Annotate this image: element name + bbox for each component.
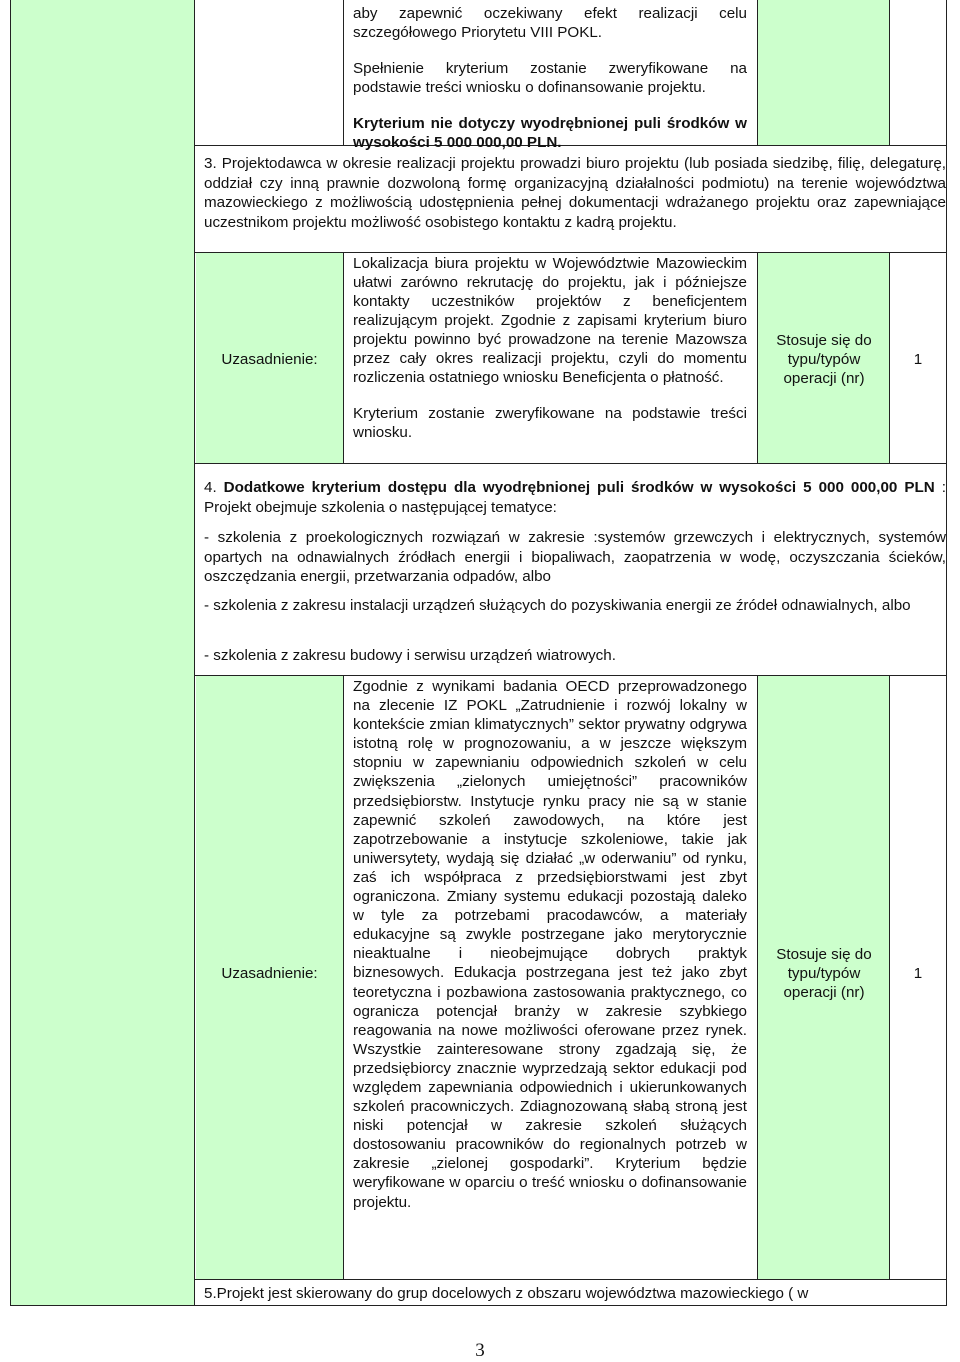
border-top-b xyxy=(343,0,344,146)
border-c4-b xyxy=(343,675,344,1280)
applies-cell-top xyxy=(758,0,889,145)
criterion-5-text: 5.Projekt jest skierowany do grup docelowych z obszaru województwa mazowieckiego ( w xyxy=(204,1285,809,1302)
c4-item-3: - szkolenia z zakresu budowy i serwisu urządzeń wiatrowych. xyxy=(204,647,616,664)
border-top-c xyxy=(757,0,758,146)
border-bottom xyxy=(10,1305,947,1306)
c3-applies-label: Stosuje się do typu/typów operacji (nr) xyxy=(776,332,872,387)
border-c4-c xyxy=(757,675,758,1280)
c4-item-2: - szkolenia z zakresu instalacji urządzeń służących do pozyskiwania energii ze źródeł odnawialnych, albo xyxy=(204,597,911,614)
c3-number: 1 xyxy=(913,351,923,368)
border-col-a xyxy=(194,0,195,1306)
page-number: 3 xyxy=(475,1340,485,1361)
border-c4-bottom xyxy=(194,1279,947,1280)
c4-justification-label: Uzasadnienie: xyxy=(221,965,318,982)
border-c4-top xyxy=(194,675,947,676)
top-para-2: Spełnienie kryterium zostanie zweryfikowane na podstawie treści wniosku o dofinansowanie projektu. xyxy=(353,60,747,96)
border-c3-bottom xyxy=(194,463,947,464)
c3-body-para-2: Kryterium zostanie zweryfikowane na podstawie treści wniosku. xyxy=(353,405,747,441)
c4-intro: : Projekt obejmuje szkolenia o następującej tematyce: xyxy=(204,479,946,516)
c4-title: Dodatkowe kryterium dostępu dla wyodrębnionej puli środków w wysokości 5 000 000,00 PLN xyxy=(223,479,935,496)
top-para-1: aby zapewnić oczekiwany efekt realizacji celu szczegółowego Priorytetu VIII POKL. xyxy=(353,5,747,41)
top-block xyxy=(353,4,747,152)
criterion-4-header xyxy=(204,478,946,517)
left-margin-column xyxy=(10,0,194,1306)
border-c3-top xyxy=(194,252,947,253)
c4-applies-label: Stosuje się do typu/typów operacji (nr) xyxy=(776,946,872,1001)
border-top-d xyxy=(889,0,890,146)
c4-justification-body: Zgodnie z wynikami badania OECD przeprowadzonego na zlecenie IZ POKL „Zatrudnienie i rozwój lokalny w kontekście zmian klimatycznych” sektor prywatny odgrywa istotną rolę w prognozowaniu, a w jeszcze większym stopniu w zapewnianiu odpowiednich szkoleń w celu zwiększenia „zielonych umiejętności” pracowników przedsiębiorstw. Instytucje rynku pracy nie są w stanie zapewnić szkoleń zawodowych, na które jest zapotrzebowanie a instytucje szkoleniowe, takie jak uniwersytety, wydają się działać „w oderwaniu” od rynku, zaś ich współpraca z przedsiębiorstwami jest zbyt ograniczona. Zmiany systemu edukacji pozostają daleko w tyle za potrzebami pracodawców, a materiały edukacyjne są zwykle postrzegane jako merytorycznie nieaktualne i nieobejmujące dobrych praktyk biznesowych. Edukacja postrzegana jest też jako zbyt teoretyczna i pozbawiona zastosowania praktycznego, co ogranicza potencjał branży w zakresie szybkiego reagowania na nowe możliwości oferowane przez rynek. Wszystkie zainteresowane strony zgadzają się, że przedsiębiorcy znacznie wyprzedzają sektor edukacji pod względem zapewniania odpowiednich i ukierunkowanych szkoleń pracowniczych. Zdiagnozowaną słabą stroną jest niski potencjał w zakresie szkoleń służących dostosowaniu pracowników do regionalnych potrzeb w zakresie „zielonej gospodarki”. Kryterium będzie weryfikowane w oparciu o treść wniosku o dofinansowanie projektu. xyxy=(353,678,747,1211)
c4-number: 4. xyxy=(204,479,217,496)
criterion-3-text: 3. Projektodawca w okresie realizacji projektu prowadzi biuro projektu (lub posiada siedzibę, filię, delegaturę, oddział czy inną prawnie dozwoloną formę organizacyjną działalności podmiotu) na terenie województwa mazowieckiego z możliwością udostępnienia pełnej dokumentacji wdrażanego projektu oraz zapewniające uczestnikom projektu możliwość osobistego kontaktu z kadrą projektu. xyxy=(204,155,946,231)
border-right-outer xyxy=(946,0,947,1306)
c3-body-para-1: Lokalizacja biura projektu w Województwie Mazowieckim ułatwi zarówno rekrutację do projektu, jak i późniejsze kontakty uczestników projektów z beneficjentem realizującym projekt. Zgodnie z zapisami kryterium biuro projektu powinno być prowadzone na terenie Mazowsza przez cały okres realizacji projektu, czyli do momentu rozliczenia ostatniego wniosku Beneficjenta o płatność. xyxy=(353,255,747,386)
border-c3-b xyxy=(343,252,344,464)
c4-item-1: - szkolenia z proekologicznych rozwiązań w zakresie :systemów grzewczych i elektrycznych, systemów opartych na odnawialnych źródłach energii i biopaliwach, zaopatrzenia w wodę, oczyszczania ścieków, oszczędzania energii, przetwarzania odpadów, albo xyxy=(204,529,946,585)
border-left-outer xyxy=(10,0,11,1306)
top-para-3: Kryterium nie dotyczy wyodrębnionej puli środków w wysokości 5 000 000,00 PLN. xyxy=(353,115,747,151)
c3-justification-body xyxy=(353,254,747,442)
border-c3-c xyxy=(757,252,758,464)
c4-number-value: 1 xyxy=(913,965,923,982)
c3-justification-label: Uzasadnienie: xyxy=(221,351,318,368)
